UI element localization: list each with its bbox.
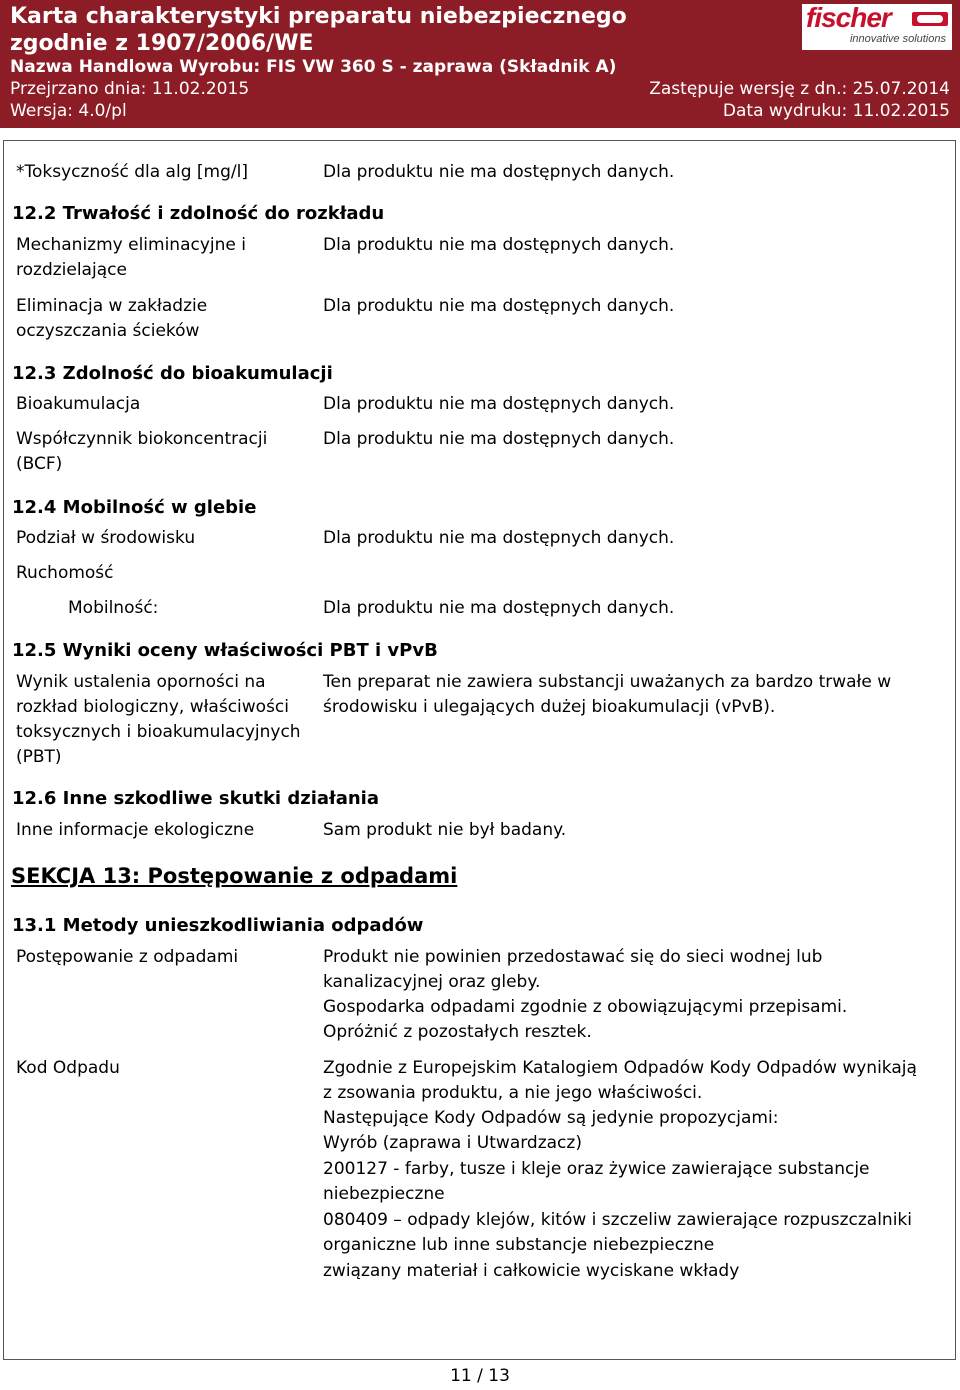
waste-code-value-3: Wyrób (zaprawa i Utwardzacz) xyxy=(323,1133,582,1153)
waste-code-label: Kod Odpadu xyxy=(16,1058,120,1078)
logo-wordmark: fischer xyxy=(806,2,891,33)
elimination-mechanisms-value: Dla produktu nie ma dostępnych danych. xyxy=(323,235,675,255)
bcf-value: Dla produktu nie ma dostępnych danych. xyxy=(323,429,675,449)
page-number: 11 / 13 xyxy=(450,1366,510,1386)
mobility-value: Dla produktu nie ma dostępnych danych. xyxy=(323,598,675,618)
section-12-2-heading: 12.2 Trwałość i zdolność do rozkładu xyxy=(12,203,385,224)
pbt-value: Ten preparat nie zawiera substancji uważanych za bardzo trwałe w środowisku i ulegających dużej bioakumulacji (vPvB). xyxy=(323,672,892,717)
motion-label: Ruchomość xyxy=(16,563,114,583)
other-eco-info-label: Inne informacje ekologiczne xyxy=(16,820,255,840)
waste-handling-label: Postępowanie z odpadami xyxy=(16,947,239,967)
waste-handling-value-3: Opróżnić z pozostałych resztek. xyxy=(323,1022,592,1042)
waste-code-value-1: Zgodnie z Europejskim Katalogiem Odpadów Kody Odpadów wynikają z zsowania produktu, a nie jego właściwości. xyxy=(323,1058,917,1103)
version-label: Wersja: 4.0/pl xyxy=(10,101,127,121)
algae-toxicity-label: *Toksyczność dla alg [mg/l] xyxy=(16,162,248,182)
partition-label: Podział w środowisku xyxy=(16,528,196,548)
partition-value: Dla produktu nie ma dostępnych danych. xyxy=(323,528,675,548)
section-13-title: SEKCJA 13: Postępowanie z odpadami xyxy=(11,864,458,888)
print-date: Data wydruku: 11.02.2015 xyxy=(722,101,950,121)
document-header xyxy=(0,0,960,128)
document-subtitle: zgodnie z 1907/2006/WE xyxy=(10,31,314,56)
section-12-4-heading: 12.4 Mobilność w glebie xyxy=(12,497,257,518)
waste-handling-value-2: Gospodarka odpadami zgodnie z obowiązującymi przepisami. xyxy=(323,997,848,1017)
reviewed-date: Przejrzano dnia: 11.02.2015 xyxy=(10,79,250,99)
bioaccumulation-label: Bioakumulacja xyxy=(16,394,141,414)
section-12-3-heading: 12.3 Zdolność do bioakumulacji xyxy=(12,363,333,384)
waste-handling-value-1: Produkt nie powinien przedostawać się do sieci wodnej lub kanalizacyjnej oraz gleby. xyxy=(323,947,823,992)
logo-badge-icon xyxy=(912,12,948,26)
algae-toxicity-value: Dla produktu nie ma dostępnych danych. xyxy=(323,162,675,182)
product-name: Nazwa Handlowa Wyrobu: FIS VW 360 S - zaprawa (Składnik A) xyxy=(10,57,617,77)
waste-code-value-6: związany materiał i całkowicie wyciskane wkłady xyxy=(323,1261,740,1281)
bioaccumulation-value: Dla produktu nie ma dostępnych danych. xyxy=(323,394,675,414)
waste-code-value-4: 200127 - farby, tusze i kleje oraz żywice zawierające substancje niebezpieczne xyxy=(323,1159,870,1204)
replaces-version: Zastępuje wersję z dn.: 25.07.2014 xyxy=(649,79,950,99)
mobility-label: Mobilność: xyxy=(68,598,159,618)
sewage-plant-elimination-value: Dla produktu nie ma dostępnych danych. xyxy=(323,296,675,316)
bcf-label: Współczynnik biokoncentracji (BCF) xyxy=(16,429,268,474)
fischer-logo xyxy=(802,4,952,50)
waste-code-value-5: 080409 – odpady klejów, kitów i szczeliw zawierające rozpuszczalniki organiczne lub inne substancje niebezpieczne xyxy=(323,1210,912,1255)
waste-code-value-2: Następujące Kody Odpadów są jedynie propozycjami: xyxy=(323,1108,779,1128)
section-12-6-heading: 12.6 Inne szkodliwe skutki działania xyxy=(12,788,379,809)
document-title: Karta charakterystyki preparatu niebezpiecznego xyxy=(10,4,627,29)
section-13-1-heading: 13.1 Metody unieszkodliwiania odpadów xyxy=(12,915,424,936)
pbt-label: Wynik ustalenia oporności na rozkład biologiczny, właściwości toksycznych i bioakumulacyjnych (PBT) xyxy=(16,672,301,767)
section-12-5-heading: 12.5 Wyniki oceny właściwości PBT i vPvB xyxy=(12,640,438,661)
other-eco-info-value: Sam produkt nie był badany. xyxy=(323,820,567,840)
elimination-mechanisms-label: Mechanizmy eliminacyjne i rozdzielające xyxy=(16,235,246,280)
sewage-plant-elimination-label: Eliminacja w zakładzie oczyszczania ścieków xyxy=(16,296,208,341)
logo-tagline: innovative solutions xyxy=(849,33,946,45)
